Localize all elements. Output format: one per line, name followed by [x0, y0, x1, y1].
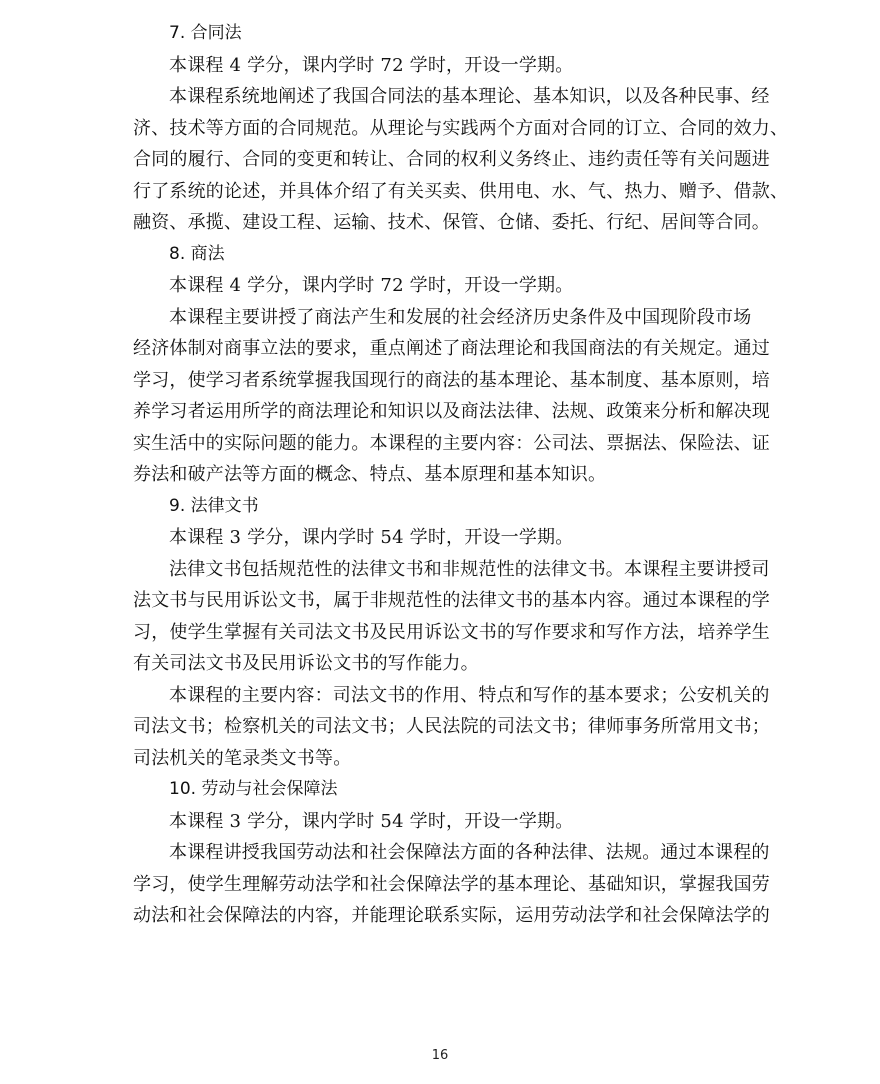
paragraph-line: 本课程系统地阐述了我国合同法的基本理论、基本知识，以及各种民事、经 — [169, 86, 770, 107]
section-labor-social-security-law — [133, 774, 770, 932]
paragraph-line: 有关司法文书及民用诉讼文书的写作能力。 — [133, 653, 479, 674]
section-legal-documents — [133, 491, 770, 775]
paragraph-line: 本课程主要讲授了商法产生和发展的社会经济历史条件及中国现阶段市场 — [169, 306, 752, 328]
paragraph-line: 司法文书；检察机关的司法文书；人民法院的司法文书；律师事务所常用文书； — [133, 716, 770, 737]
page-content — [133, 18, 789, 932]
paragraph-line: 券法和破产法等方面的概念、特点、基本原理和基本知识。 — [133, 464, 607, 485]
paragraph-line: 司法机关的笔录类文书等。 — [133, 747, 352, 769]
paragraph-line: 行了系统的论述，并具体介绍了有关买卖、供用电、水、气、热力、赠予、借款、 — [133, 180, 789, 202]
section-heading: 10. 劳动与社会保障法 — [169, 779, 338, 799]
paragraph-line: 融资、承揽、建设工程、运输、技术、保管、仓储、委托、行纪、居间等合同。 — [133, 212, 770, 233]
page-number: 16 — [431, 1048, 449, 1063]
section-heading: 7. 合同法 — [169, 23, 242, 43]
paragraph-line: 法文书与民用诉讼文书，属于非规范性的法律文书的基本内容。通过本课程的学 — [133, 590, 770, 611]
section-commercial-law — [133, 239, 770, 491]
course-credits: 本课程 3 学分，课内学时 54 学时，开设一学期。 — [169, 527, 574, 548]
paragraph-line: 习，使学生掌握有关司法文书及民用诉讼文书的写作要求和写作方法，培养学生 — [133, 621, 770, 643]
paragraph-line: 济、技术等方面的合同规范。从理论与实践两个方面对合同的订立、合同的效力、 — [133, 117, 789, 139]
paragraph-line: 动法和社会保障法的内容，并能理论联系实际，运用劳动法学和社会保障法学的 — [133, 905, 770, 926]
section-contract-law — [133, 18, 789, 239]
paragraph-line: 合同的履行、合同的变更和转让、合同的权利义务终止、违约责任等有关问题进 — [133, 149, 770, 170]
paragraph-line: 学习，使学生理解劳动法学和社会保障法学的基本理论、基础知识，掌握我国劳 — [133, 873, 770, 895]
section-heading: 9. 法律文书 — [169, 495, 259, 516]
course-credits: 本课程 4 学分，课内学时 72 学时，开设一学期。 — [169, 275, 574, 296]
paragraph-line: 经济体制对商事立法的要求，重点阐述了商法理论和我国商法的有关规定。通过 — [133, 338, 770, 359]
section-heading: 8. 商法 — [169, 243, 225, 264]
paragraph-line: 法律文书包括规范性的法律文书和非规范性的法律文书。本课程主要讲授司 — [169, 558, 770, 580]
paragraph-line: 养学习者运用所学的商法理论和知识以及商法法律、法规、政策来分析和解决现 — [133, 401, 770, 422]
paragraph-line: 本课程讲授我国劳动法和社会保障法方面的各种法律、法规。通过本课程的 — [169, 842, 770, 863]
course-credits: 本课程 3 学分，课内学时 54 学时，开设一学期。 — [169, 810, 574, 832]
paragraph-line: 学习，使学习者系统掌握我国现行的商法的基本理论、基本制度、基本原则，培 — [133, 369, 770, 391]
course-credits: 本课程 4 学分，课内学时 72 学时，开设一学期。 — [169, 54, 574, 76]
paragraph-line: 本课程的主要内容：司法文书的作用、特点和写作的基本要求；公安机关的 — [169, 684, 770, 706]
paragraph-line: 实生活中的实际问题的能力。本课程的主要内容：公司法、票据法、保险法、证 — [133, 432, 770, 454]
